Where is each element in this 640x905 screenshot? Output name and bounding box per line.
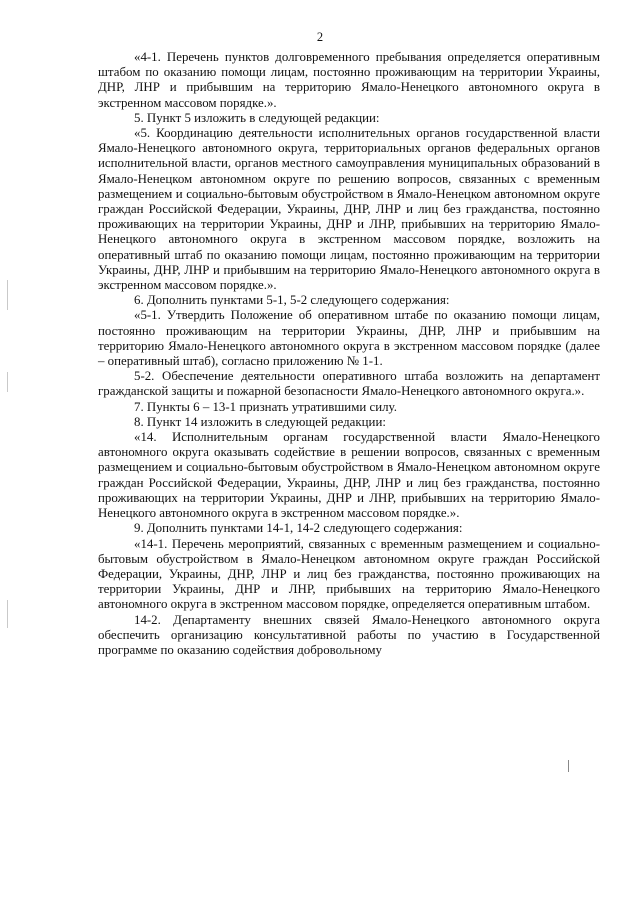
- document-body: [98, 50, 600, 658]
- paragraph-item-5-intro: 5. Пункт 5 изложить в следующей редакции:: [134, 110, 380, 125]
- scan-margin-mark: [7, 372, 8, 392]
- paragraph-item-6-intro: 6. Дополнить пунктами 5-1, 5-2 следующего содержания:: [134, 293, 450, 308]
- paragraph-14-2: 14-2. Департаменту внешних связей Ямало-Ненецкого автономного округа обеспечить организацию консультативной работы по участию в Государственной программе по оказанию содействия добровольному: [98, 612, 600, 657]
- scan-margin-mark: [7, 280, 8, 310]
- paragraph-item-8-intro: 8. Пункт 14 изложить в следующей редакции:: [134, 414, 386, 429]
- scan-margin-mark: [7, 600, 8, 628]
- paragraph-14: «14. Исполнительным органам государственной власти Ямало-Ненецкого автономного округа оказывать содействие в решении вопросов, связанных с временным размещением и социально-бытовым обустройством в Ямало-Ненецком автономном округе граждан Российской Федерации, Украины, ДНР, ЛНР и лиц без гражданства, постоянно проживающих на территории Украины, ДНР и ЛНР, прибывших на территорию Ямало-Ненецкого автономного округа в экстренном массовом порядке.».: [98, 430, 600, 521]
- paragraph-item-7: 7. Пункты 6 – 13-1 признать утратившими силу.: [134, 399, 397, 414]
- paragraph-5-1: «5-1. Утвердить Положение об оперативном штабе по оказанию помощи лицам, постоянно проживающим на территории Украины, ДНР, ЛНР и прибывшим на территорию Ямало-Ненецкого автономного округа в экстренном массовом порядке (далее – оперативный штаб), согласно приложению № 1-1.: [98, 308, 600, 369]
- page-number: 2: [316, 30, 324, 44]
- paragraph-item-9-intro: 9. Дополнить пунктами 14-1, 14-2 следующего содержания:: [134, 521, 463, 536]
- paragraph-5-2: 5-2. Обеспечение деятельности оперативного штаба возложить на департамент гражданской защиты и пожарной безопасности Ямало-Ненецкого автономного округа.».: [98, 369, 600, 399]
- paragraph-5: «5. Координацию деятельности исполнительных органов государственной власти Ямало-Ненецкого автономного округа, территориальных органов федеральных органов исполнительной власти, органов местного самоуправления муниципальных образований в Ямало-Ненецком автономном округе по решению вопросов, связанных с временным размещением и социально-бытовым обустройством в Ямало-Ненецком автономном округе граждан Российской Федерации, Украины, ДНР, ЛНР и лиц без гражданства, постоянно проживающих на территории Украины, ДНР и ЛНР, прибывших на территорию Ямало-Ненецкого автономного округа в экстренном массовом порядке, возложить на оперативный штаб по оказанию помощи лицам, постоянно проживающим на территории Украины, ДНР, ЛНР и прибывшим на территорию Ямало-Ненецкого автономного округа в экстренном массовом порядке.».: [98, 126, 600, 293]
- paragraph-4-1: «4-1. Перечень пунктов долговременного пребывания определяется оперативным штабом по оказанию помощи лицам, постоянно проживающим на территории Украины, ДНР, ЛНР и прибывшим на территорию Ямало-Ненецкого автономного округа в экстренном массовом порядке.».: [98, 50, 600, 110]
- paragraph-14-1: «14-1. Перечень мероприятий, связанных с временным размещением и социально-бытовым обустройством в Ямало-Ненецком автономном округе граждан Российской Федерации, Украины, ДНР, ЛНР и лиц без гражданства, постоянно проживающих на территории Украины, ДНР и ЛНР, прибывших на территорию Ямало-Ненецкого автономного округа в экстренном массовом порядке, определяется оперативным штабом.: [98, 536, 600, 612]
- scan-artifact-tick: [568, 760, 569, 772]
